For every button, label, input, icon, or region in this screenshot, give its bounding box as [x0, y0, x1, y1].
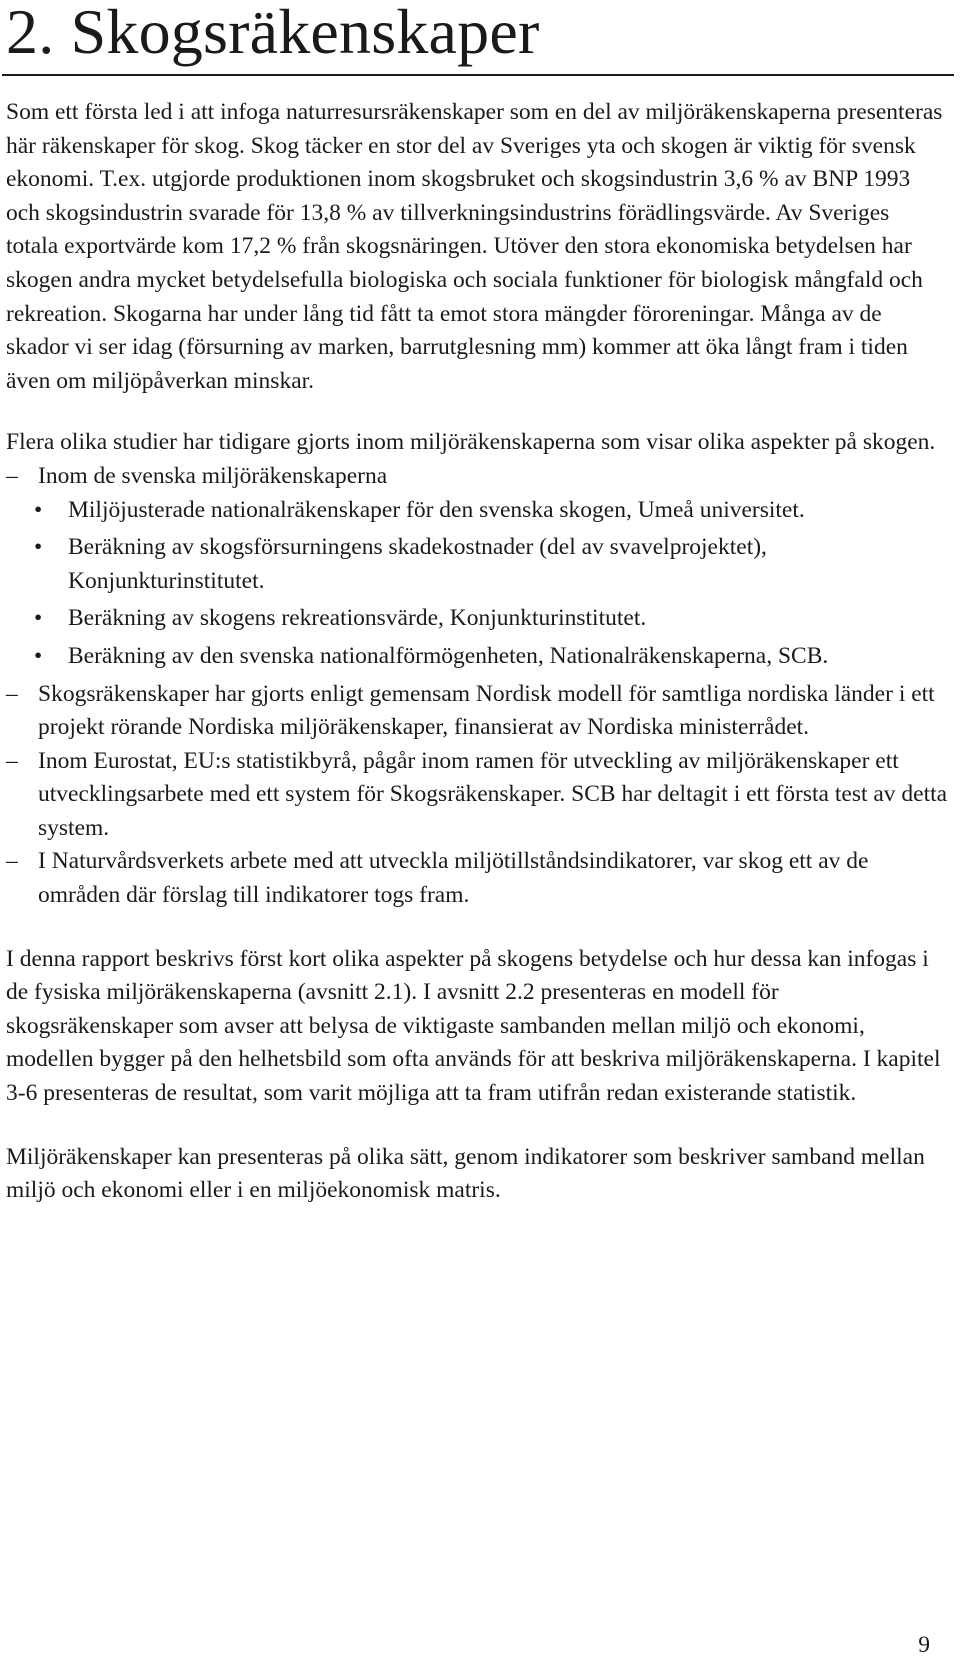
heading-rule [2, 74, 954, 76]
list-item [6, 678, 954, 745]
list-item-text: Inom Eurostat, EU:s statistikbyrå, pågår inom ramen för utveckling av miljöräkenskaper ett utvecklingsarbete med ett system för Skogsräkenskaper. SCB har deltagit i ett första test av detta system. [38, 747, 948, 841]
report-paragraph: I denna rapport beskrivs först kort olika aspekter på skogens betydelse och hur dessa kan infogas i de fysiska miljöräkenskaperna (avsnitt 2.1). I avsnitt 2.2 presenteras en modell för skogsräkenskaper som avser att belysa de viktigaste sambanden mellan miljö och ekonomi, modellen bygger på den helhetsbild som ofta används för att beskriva miljöräkenskaperna. I kapitel 3-6 presenteras de resultat, som varit möjliga att ta fram utifrån redan existerande statistik. [6, 945, 941, 1107]
list-item-text: I Naturvårdsverkets arbete med att utveckla miljötillståndsindikatorer, var skog ett av de områden där förslag till indikatorer togs fram. [38, 848, 869, 909]
sub-list-item [6, 602, 954, 636]
sub-list-item [6, 531, 954, 598]
bullet-marker: • [34, 534, 43, 561]
studies-paragraph: Flera olika studier har tidigare gjorts inom miljöräkenskaperna som visar olika aspekter på skogen. [6, 429, 936, 456]
sub-list-item [6, 494, 954, 528]
sub-list [34, 494, 954, 674]
dash-marker: – [6, 462, 18, 489]
list-item [6, 745, 954, 846]
bullet-marker: • [34, 496, 43, 523]
sub-list-item-text: Miljöjusterade nationalräkenskaper för den svenska skogen, Umeå universitet. [68, 496, 805, 523]
list-item [6, 845, 954, 912]
bullet-marker: • [34, 605, 43, 632]
bullet-marker: • [34, 642, 43, 669]
sub-list-item-text: Beräkning av den svenska nationalförmögenheten, Nationalräkenskaperna, SCB. [68, 642, 829, 669]
list-item-text: Skogsräkenskaper har gjorts enligt gemensam Nordisk modell för samtliga nordiska länder i ett projekt rörande Nordiska miljöräkenskaper, finansierat av Nordiska ministerrådet. [38, 680, 935, 741]
page-number: 9 [918, 1632, 930, 1658]
closing-paragraph: Miljöräkenskaper kan presenteras på olika sätt, genom indikatorer som beskriver samband mellan miljö och ekonomi eller i en miljöekonomisk matris. [6, 1143, 925, 1204]
document-page [6, 0, 954, 1208]
sub-list-item-text: Beräkning av skogsförsurningens skadekostnader (del av svavelprojektet), Konjunkturinstitutet. [68, 534, 767, 594]
sub-list-item-text: Beräkning av skogens rekreationsvärde, Konjunkturinstitutet. [68, 605, 647, 632]
list-item [6, 460, 954, 674]
sub-list-item [6, 640, 954, 674]
section-heading: 2. Skogsräkenskaper [6, 0, 540, 67]
list-item-text: Inom de svenska miljöräkenskaperna [38, 462, 388, 489]
dash-marker: – [6, 747, 18, 774]
dash-marker: – [6, 680, 18, 707]
intro-paragraph: Som ett första led i att infoga naturresursräkenskaper som en del av miljöräkenskaperna presenteras här räkenskaper för skog. Skog täcker en stor del av Sveriges yta och skogen är viktig för svensk ekonomi. T.ex. utgjorde produktionen inom skogsbruket och skogsindustrin 3,6 % av BNP 1993 och skogsindustrin svarade för 13,8 % av tillverkningsindustrins förädlingsvärde. Av Sveriges totala exportvärde kom 17,2 % från skogsnäringen. Utöver den stora ekonomiska betydelsen har skogen andra mycket betydelsefulla biologiska och sociala funktioner för biologisk mångfald och rekreation. Skogarna har under lång tid fått ta emot stora mängder föroreningar. Många av de skador vi ser idag (försurning av marken, barrutglesning mm) kommer att öka långt fram i tiden även om miljöpåverkan minskar. [6, 99, 943, 394]
dash-marker: – [6, 848, 18, 875]
studies-list [6, 460, 954, 913]
